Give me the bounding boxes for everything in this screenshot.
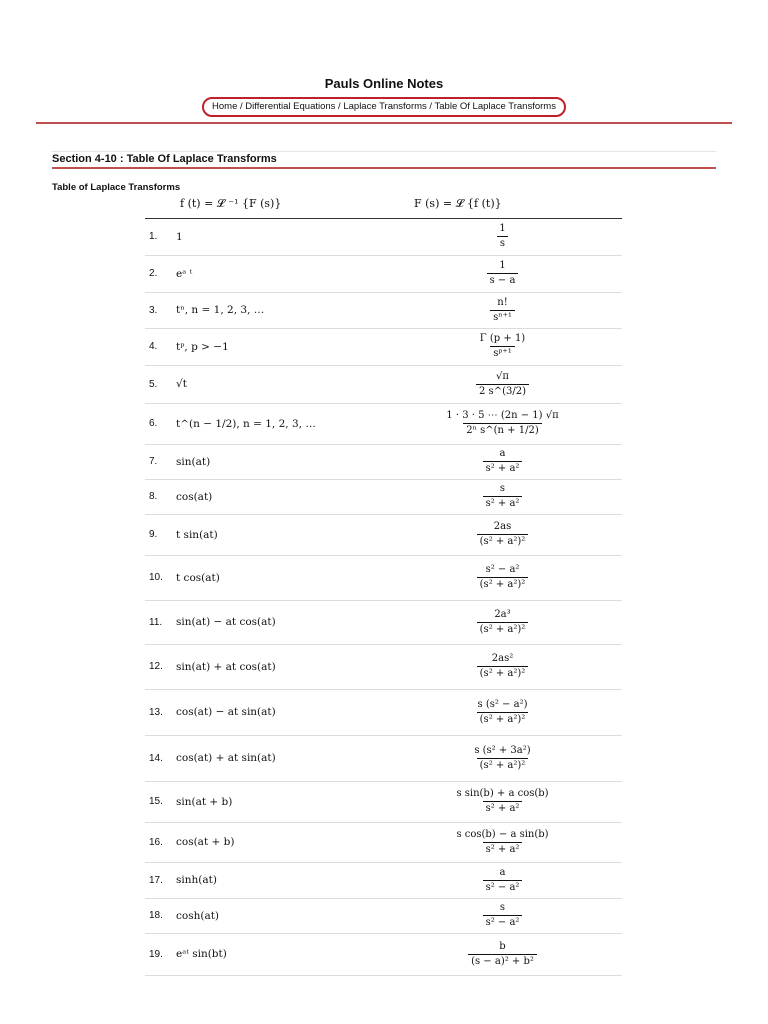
- breadcrumb[interactable]: Home / Differential Equations / Laplace Transforms / Table Of Laplace Transforms: [202, 97, 566, 117]
- row-number: 8.: [145, 479, 176, 514]
- time-function: sinh(at): [176, 862, 383, 898]
- table-row: [145, 403, 622, 444]
- row-number: 18.: [145, 898, 176, 933]
- fraction-denominator: (s² + a²)²: [477, 577, 529, 591]
- fraction-numerator: 1: [499, 260, 506, 271]
- row-number: 1.: [145, 219, 176, 255]
- transform-cell: [383, 219, 622, 255]
- time-function: √t: [176, 365, 383, 403]
- fraction-numerator: s: [499, 483, 506, 494]
- fraction-denominator: s − a: [487, 273, 519, 287]
- fraction-denominator: (s² + a²)²: [477, 534, 529, 548]
- fraction-numerator: Γ (p + 1): [479, 333, 526, 344]
- time-function: eᵃ ᵗ: [176, 255, 383, 292]
- transform-cell: [383, 933, 622, 975]
- time-function: t cos(at): [176, 555, 383, 600]
- row-number: 13.: [145, 689, 176, 735]
- table-row: [145, 479, 622, 514]
- transform-fraction: [443, 410, 561, 437]
- time-function: cos(at) + at sin(at): [176, 735, 383, 781]
- transform-cell: [383, 822, 622, 862]
- transform-cell: [383, 862, 622, 898]
- transform-fraction: [477, 653, 529, 680]
- row-number: 3.: [145, 292, 176, 328]
- time-function: tᵖ, p > −1: [176, 328, 383, 365]
- fraction-numerator: s sin(b) + a cos(b): [456, 788, 549, 799]
- transform-cell: [383, 365, 622, 403]
- time-function: 1: [176, 219, 383, 255]
- row-number: 11.: [145, 600, 176, 644]
- row-number: 15.: [145, 781, 176, 822]
- time-function: eᵃᵗ sin(bt): [176, 933, 383, 975]
- row-number: 2.: [145, 255, 176, 292]
- table-row: [145, 219, 622, 255]
- fraction-numerator: 1: [499, 223, 506, 235]
- fraction-numerator: s² − a²: [485, 564, 520, 575]
- transform-fraction: [477, 333, 528, 360]
- table-caption: Table of Laplace Transforms: [52, 182, 181, 193]
- table-row: [145, 781, 622, 822]
- transform-cell: [383, 444, 622, 479]
- fraction-denominator: s² + a²: [483, 842, 523, 856]
- fraction-denominator: (s² + a²)²: [477, 666, 529, 680]
- transform-fraction: [483, 867, 523, 894]
- transform-fraction: [468, 941, 537, 968]
- transform-fraction: [483, 902, 523, 929]
- table-row: [145, 444, 622, 479]
- transform-fraction: [477, 609, 529, 636]
- fraction-numerator: √π: [496, 370, 509, 382]
- time-function: tⁿ, n = 1, 2, 3, …: [176, 292, 383, 328]
- transform-fraction: [476, 371, 529, 398]
- row-number: 9.: [145, 514, 176, 555]
- time-function: cos(at): [176, 479, 383, 514]
- transform-fraction: [477, 564, 529, 591]
- fraction-numerator: 2a³: [494, 608, 511, 620]
- transform-fraction: [453, 829, 551, 856]
- table-row: [145, 689, 622, 735]
- fraction-numerator: b: [499, 940, 506, 952]
- time-function: t sin(at): [176, 514, 383, 555]
- row-number: 17.: [145, 862, 176, 898]
- transform-cell: [383, 514, 622, 555]
- transform-fraction: [483, 483, 523, 510]
- table-row: [145, 862, 622, 898]
- row-number: 7.: [145, 444, 176, 479]
- fraction-numerator: s (s² − a²): [477, 698, 528, 710]
- time-function: cos(at + b): [176, 822, 383, 862]
- table-row: [145, 644, 622, 689]
- transform-cell: [383, 479, 622, 514]
- row-number: 6.: [145, 403, 176, 444]
- time-function: sin(at) + at cos(at): [176, 644, 383, 689]
- time-function: cosh(at): [176, 898, 383, 933]
- table-row: [145, 898, 622, 933]
- fraction-denominator: s: [497, 236, 508, 250]
- row-number: 4.: [145, 328, 176, 365]
- transform-fraction: [475, 699, 531, 726]
- fraction-denominator: 2 s^(3/2): [476, 384, 529, 398]
- column-header-ft: f (t) = 𝓛 ⁻¹ {F (s)}: [180, 197, 282, 210]
- transform-cell: [383, 255, 622, 292]
- table-row: [145, 292, 622, 328]
- table-row: [145, 600, 622, 644]
- transform-fraction: [496, 223, 508, 250]
- time-function: sin(at) − at cos(at): [176, 600, 383, 644]
- table-row: [145, 555, 622, 600]
- fraction-denominator: 2ⁿ s^(n + 1/2): [463, 423, 541, 437]
- fraction-denominator: s² + a²: [483, 461, 523, 475]
- fraction-denominator: (s² + a²)²: [477, 758, 529, 772]
- row-number: 12.: [145, 644, 176, 689]
- transform-fraction: [477, 521, 529, 548]
- transform-cell: [383, 781, 622, 822]
- fraction-denominator: s² + a²: [483, 496, 523, 510]
- transform-cell: [383, 328, 622, 365]
- fraction-denominator: (s² + a²)²: [477, 622, 529, 636]
- fraction-denominator: s² + a²: [483, 801, 523, 815]
- fraction-numerator: n!: [497, 296, 508, 308]
- transform-cell: [383, 689, 622, 735]
- section-heading: Section 4-10 : Table Of Laplace Transforms: [52, 151, 716, 169]
- transform-fraction: [490, 297, 515, 324]
- table-row: [145, 735, 622, 781]
- row-number: 14.: [145, 735, 176, 781]
- fraction-numerator: s (s² + 3a²): [474, 744, 531, 756]
- fraction-denominator: sᵖ⁺¹: [490, 346, 514, 360]
- transform-cell: [383, 600, 622, 644]
- transform-cell: [383, 644, 622, 689]
- row-number: 5.: [145, 365, 176, 403]
- table-row: [145, 365, 622, 403]
- time-function: sin(at): [176, 444, 383, 479]
- table-row: [145, 328, 622, 365]
- table-row: [145, 933, 622, 975]
- fraction-numerator: s cos(b) − a sin(b): [456, 828, 549, 840]
- fraction-denominator: s² − a²: [483, 880, 523, 894]
- table-row: [145, 822, 622, 862]
- row-number: 10.: [145, 555, 176, 600]
- fraction-denominator: s² − a²: [483, 915, 523, 929]
- fraction-denominator: sⁿ⁺¹: [490, 310, 515, 324]
- fraction-numerator: a: [499, 448, 506, 459]
- time-function: cos(at) − at sin(at): [176, 689, 383, 735]
- column-header-fs: F (s) = 𝓛 {f (t)}: [414, 197, 502, 210]
- fraction-numerator: 1 · 3 · 5 ⋯ (2n − 1) √π: [446, 410, 559, 421]
- fraction-numerator: 2as²: [491, 653, 514, 664]
- fraction-denominator: (s − a)² + b²: [468, 954, 537, 968]
- transform-cell: [383, 292, 622, 328]
- time-function: sin(at + b): [176, 781, 383, 822]
- table-row: [145, 514, 622, 555]
- transform-fraction: [471, 745, 533, 772]
- row-number: 19.: [145, 933, 176, 975]
- fraction-numerator: a: [499, 866, 506, 878]
- row-number: 16.: [145, 822, 176, 862]
- laplace-table: [145, 219, 622, 976]
- table-row: [145, 255, 622, 292]
- transform-cell: [383, 555, 622, 600]
- site-title: Pauls Online Notes: [324, 76, 444, 91]
- breadcrumb-container: [0, 96, 768, 117]
- transform-cell: [383, 735, 622, 781]
- header-divider: [36, 122, 732, 124]
- transform-fraction: [483, 448, 523, 475]
- transform-fraction: [453, 788, 551, 815]
- time-function: t^(n − 1/2), n = 1, 2, 3, …: [176, 403, 383, 444]
- transform-fraction: [487, 260, 519, 287]
- fraction-numerator: 2as: [493, 521, 512, 532]
- transform-cell: [383, 898, 622, 933]
- transform-cell: [383, 403, 622, 444]
- fraction-denominator: (s² + a²)²: [477, 712, 529, 726]
- fraction-numerator: s: [499, 902, 506, 913]
